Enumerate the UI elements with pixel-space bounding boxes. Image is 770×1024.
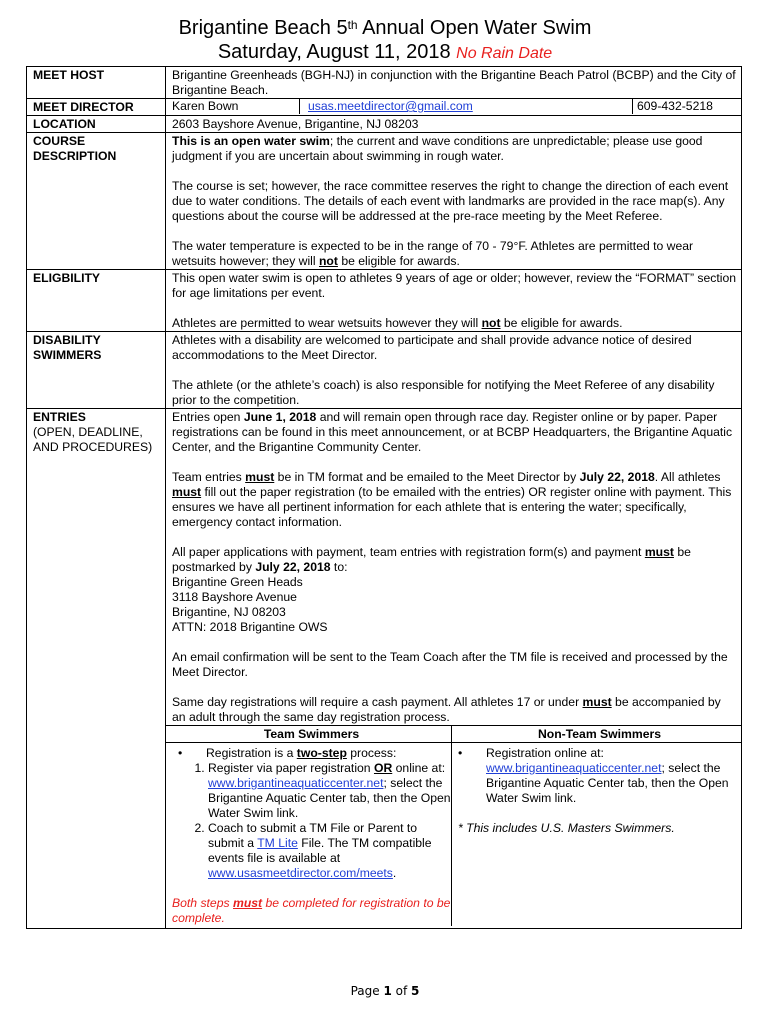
- mailing-address-line-3: Brigantine, NJ 08203: [172, 605, 286, 619]
- row-disability: DISABILITY SWIMMERS Athletes with a disability are welcomed to participate and shall provide advance notice of desired accommodations to the Meet Director. The athlete (or the athlete’s coach) is also responsible for notifying the Meet Referee of any disability prior to the competition.: [26, 331, 742, 408]
- entries-para-1: Entries open June 1, 2018 and will remain open through race day. Register online or by paper. Paper registrations can be found in this meet announcement, or at BCBP Headquarters, the Brigantine Aquatic Center, and the Brigantine Community Center.: [172, 410, 733, 454]
- both-steps-note: Both steps must be completed for registration to be complete.: [172, 896, 451, 925]
- bullet-icon: •: [458, 746, 463, 760]
- label-eligibility: ELIGBILITY: [33, 271, 101, 285]
- director-email-link[interactable]: usas.meetdirector@gmail.com: [300, 99, 633, 114]
- registration-table-body: [166, 742, 741, 928]
- course-para-2: The course is set; however, the race committee reserves the right to change the direction of each event due to water conditions. The details of each event with landmarks are provided in the race map(s). Any questions about the course will be addressed at the pre-race meeting by the Meet Referee.: [172, 179, 729, 223]
- entries-para-5: Same day registrations will require a cash payment. All athletes 17 or under must be accompanied by an adult through the same day registration process.: [172, 695, 721, 724]
- team-registration-item: • Registration is a two-step process: 1. Register via paper registration OR online at: www.brigantineaquaticcenter.net; select the Brigantine Aquatic Center tab, then the Open Water Swim link. 2. Coach to submit a TM File or Parent to submit a TM Lite File. The TM compatible events file is available at www.usasmeetdirector.com/meets.: [172, 746, 451, 881]
- mailing-address-line-1: Brigantine Green Heads: [172, 575, 303, 589]
- disability-para-1: Athletes with a disability are welcomed to participate and shall provide advance notice of desired accommodations to the Meet Director.: [172, 333, 692, 362]
- team-step-2: 2. Coach to submit a TM File or Parent to submit a TM Lite File. The TM compatible events file is available at www.usasmeetdirector.com/meets.: [208, 821, 451, 881]
- entries-para-4: An email confirmation will be sent to the Team Coach after the TM file is received and processed by the Meet Director.: [172, 650, 728, 679]
- row-eligibility: [26, 269, 742, 331]
- registration-table-header: [166, 725, 741, 742]
- row-meet-host: [26, 66, 742, 98]
- eligibility-para-2: Athletes are permitted to wear wetsuits however they will not be eligible for awards.: [172, 316, 623, 330]
- course-para-1: This is an open water swim; the current and wave conditions are unpredictable; please use good judgment if you are uncertain about swimming in rough water.: [172, 134, 703, 163]
- col-non-team-swimmers: Non-Team Swimmers: [537, 727, 662, 741]
- tm-lite-link[interactable]: TM Lite: [257, 836, 298, 850]
- page-number: Page 1 of 5: [350, 984, 420, 998]
- director-name: Karen Bown: [166, 99, 300, 114]
- aquatic-center-link-2[interactable]: www.brigantineaquaticcenter.net: [486, 761, 662, 775]
- no-rain-date: No Rain Date: [456, 45, 553, 62]
- director-phone: 609-432-5218: [637, 99, 713, 113]
- document-title: Brigantine Beach 5th Annual Open Water Swim: [178, 17, 592, 39]
- team-step-1: 1. Register via paper registration OR online at: www.brigantineaquaticcenter.net; select the Brigantine Aquatic Center tab, then the Open Water Swim link.: [208, 761, 451, 821]
- eligibility-para-1: This open water swim is open to athletes 9 years of age or older; however, review the “FORMAT” section for age limitations per event.: [172, 271, 737, 300]
- label-meet-director: MEET DIRECTOR: [33, 100, 134, 114]
- masters-note: * This includes U.S. Masters Swimmers.: [458, 821, 675, 835]
- meet-host-value: Brigantine Greenheads (BGH-NJ) in conjunction with the Brigantine Beach Patrol (BCBP) and the City of Brigantine Beach.: [172, 68, 736, 97]
- col-team-swimmers: Team Swimmers: [166, 726, 452, 742]
- location-value: 2603 Bayshore Avenue, Brigantine, NJ 08203: [172, 117, 419, 131]
- bullet-icon: •: [178, 746, 183, 760]
- non-team-registration-item: • Registration online at: www.brigantineaquaticcenter.net; select the Brigantine Aquatic Center tab, then the Open Water Swim link.: [458, 746, 729, 805]
- label-meet-host: MEET HOST: [33, 68, 105, 82]
- label-course: COURSE: [33, 134, 86, 148]
- row-entries: ENTRIES (OPEN, DEADLINE, AND PROCEDURES) Entries open June 1, 2018 and will remain open through race day. Register online or by paper. Paper registrations can be found in this meet announcement, or at BCBP Headquarters, the Brigantine Aquatic Center, and the Brigantine Community Center. Team entries must be in TM format and be emailed to the Meet Director by July 22, 2018. All athletes must fill out the paper registration (to be emailed with the entries) OR register online with payment. This ensures we have all pertinent information for each athlete that is entering the water; specifically, emergency contact information. All paper applications with payment, team entries with registration form(s) and payment must be postmarked by July 22, 2018 to: Brigantine Green Heads 3118 Bayshore Avenue Brigantine, NJ 08203 ATTN: 2018 Brigantine OWS An email confirmation will be sent to the Team Coach after the TM file is received and processed by the Meet Director. Same day registrations will require a cash payment. All athletes 17 or under must be accompanied by an adult through the same day registration process. Team Swimmers Non-Team Swimmers • Registration is a two-step process: 1. Register via paper registration OR online at: www.brigantineaquaticcenter.net; select the Brigantine Aquatic Center tab, then the Open Water Swim link. 2. Coach to submit a TM File or Parent to submit a TM Lite File. The TM compatible events file is available at www.usasmeetdirector.com/meets. Both steps must be completed for registration to be complete. • Registration online at: www.brigantineaquaticcenter.net; select the Brigantine Aquatic Center tab, then the Open Water Swim link. * This includes U.S. Masters Swimmers.: [26, 408, 742, 929]
- disability-para-2: The athlete (or the athlete’s coach) is also responsible for notifying the Meet Referee of any disability prior to the competition.: [172, 378, 715, 407]
- meet-info-table: [26, 66, 742, 929]
- row-meet-director: [26, 98, 742, 115]
- entries-para-3: All paper applications with payment, team entries with registration form(s) and payment must be postmarked by July 22, 2018 to:: [172, 545, 691, 574]
- row-course: COURSE DESCRIPTION This is an open water swim; the current and wave conditions are unpredictable; please use good judgment if you are uncertain about swimming in rough water. The course is set; however, the race committee reserves the right to change the direction of each event due to water conditions. The details of each event with landmarks are provided in the race map(s). Any questions about the course will be addressed at the pre-race meeting by the Meet Referee. The water temperature is expected to be in the range of 70 - 79°F. Athletes are permitted to wear wetsuits however; they will not be eligible for awards.: [26, 132, 742, 269]
- mailing-address-line-4: ATTN: 2018 Brigantine OWS: [172, 620, 328, 634]
- label-entries: ENTRIES: [33, 410, 86, 424]
- aquatic-center-link[interactable]: www.brigantineaquaticcenter.net: [208, 776, 384, 790]
- course-para-3: The water temperature is expected to be in the range of 70 - 79°F. Athletes are permitted to wear wetsuits however; they will not be eligible for awards.: [172, 239, 694, 268]
- row-location: [26, 115, 742, 132]
- label-disability: DISABILITY: [33, 333, 101, 347]
- mailing-address-line-2: 3118 Bayshore Avenue: [172, 590, 297, 604]
- label-location: LOCATION: [33, 117, 96, 131]
- entries-para-2: Team entries must be in TM format and be emailed to the Meet Director by July 22, 2018. All athletes must fill out the paper registration (to be emailed with the entries) OR register online with payment. This ensures we have all pertinent information for each athlete that is entering the water; specifically, emergency contact information.: [172, 470, 732, 529]
- event-date: Saturday, August 11, 2018 No Rain Date: [217, 41, 553, 63]
- meet-director-site-link[interactable]: www.usasmeetdirector.com/meets: [208, 866, 393, 880]
